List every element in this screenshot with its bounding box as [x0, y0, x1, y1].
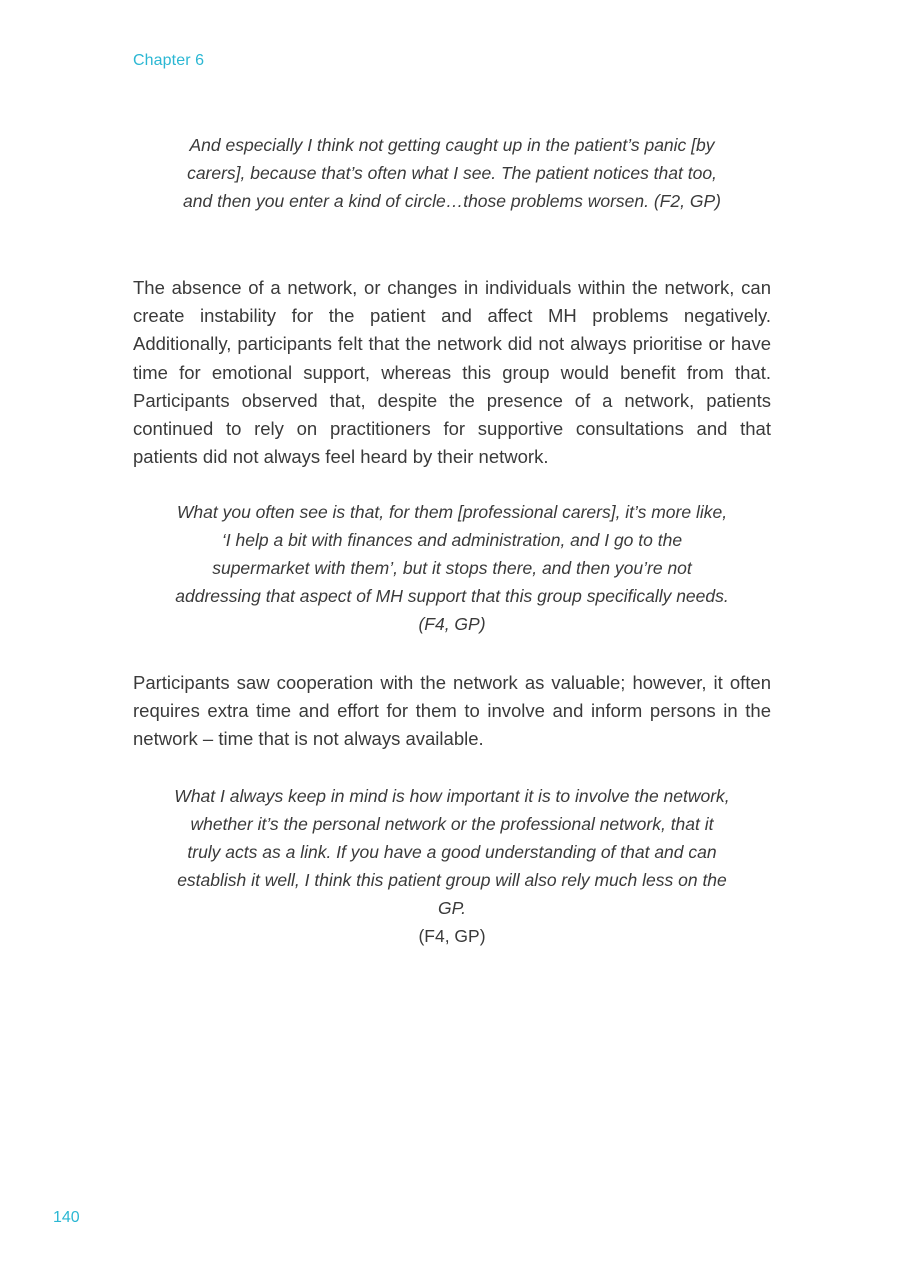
page-number: 140 [53, 1209, 80, 1226]
body-paragraph-2: Participants saw cooperation with the network as valuable; however, it often requires extra time and effort for them to involve and inform persons in the network – time that is not always available. [133, 672, 771, 750]
quote-block-2 [172, 498, 732, 638]
quote-text: What you often see is that, for them [professional carers], it’s more like, ‘I help a bit with finances and administration, and I go to the supermarket with them’, but it stops there, and then you’re not addressing that aspect of MH support that this group specifically needs. (F4, GP) [175, 502, 729, 634]
quote-text: What I always keep in mind is how important it is to involve the network, whether it’s the personal network or the professional network, that it truly acts as a link. If you have a good understanding of that and can establish it well, I think this patient group will also rely much less on the GP. [174, 786, 730, 918]
quote-block-3 [172, 782, 732, 950]
quote-text: And especially I think not getting caught up in the patient’s panic [by carers], because that’s often what I see. The patient notices that too, and then you enter a kind of circle…those problems worsen. (F2, GP) [183, 135, 721, 211]
chapter-header: Chapter 6 [133, 52, 205, 69]
quote-attribution: (F4, GP) [418, 926, 486, 946]
body-paragraph-1: The absence of a network, or changes in individuals within the network, can create instability for the patient and affect MH problems negatively. Additionally, participants felt that the network did not always prioritise or have time for emotional support, whereas this group would benefit from that. Participants observed that, despite the presence of a network, patients continued to rely on practitioners for supportive consultations and that patients did not always feel heard by their network. [133, 277, 771, 468]
quote-block-1 [172, 131, 732, 215]
